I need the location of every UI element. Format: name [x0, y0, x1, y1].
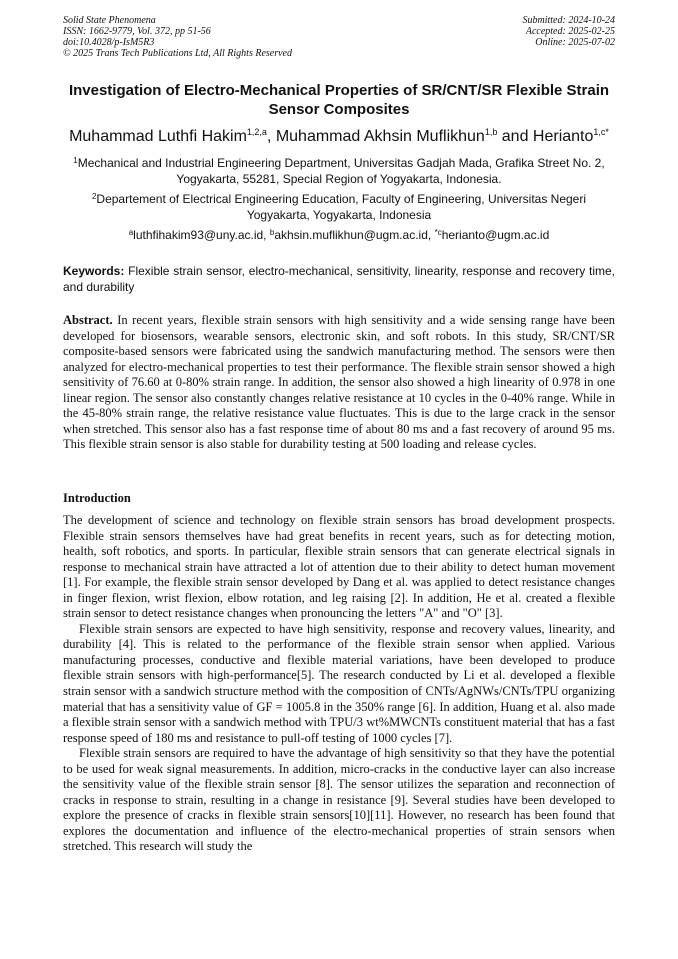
journal-doi: doi:10.4028/p-IsM5R3 [63, 37, 155, 48]
author-emails [63, 227, 615, 243]
email-address: akhsin.muflikhun@ugm.ac.id, [274, 228, 435, 242]
paper-title: Investigation of Electro-Mechanical Properties of SR/CNT/SR Flexible Strain Sensor Composites [68, 82, 610, 118]
affiliation-text: Departement of Electrical Engineering Education, Faculty of Engineering, Universitas Negeri Yogyakarta, Yogyakarta, Indonesia [96, 192, 587, 222]
affiliation-text: Mechanical and Industrial Engineering Department, Universitas Gadjah Mada, Grafika Street No. 2, Yogyakarta, 55281, Special Region of Yogyakarta, Indonesia. [77, 156, 605, 186]
paragraph: Flexible strain sensors are required to have the advantage of high sensitivity so that they have the potential to be used for weak signal measurements. In addition, micro-cracks in the conductive layer can also increase the sensitivity value of the flexible strain sensor [8]. The sensor utilizes the separation and reconnection of cracks in response to strain, resulting in a change in resistance [9]. Several studies have been developed to explore the presence of cracks in flexible strain sensors[10][11]. However, no research has been found that explores the documentation and influence of the electro-mechanical properties of strain sensors when stretched. This research will study the [63, 746, 615, 854]
introduction-heading: Introduction [63, 491, 131, 505]
affiliation-2 [63, 191, 615, 223]
email-address: luthfihakim93@uny.ac.id, [133, 228, 270, 242]
affiliation-number: 2 [91, 192, 97, 201]
author-affiliation-mark: 1,2,a [246, 127, 267, 137]
keywords-label: Keywords: [63, 264, 125, 278]
introduction-body [63, 513, 615, 855]
affiliation-1 [63, 155, 615, 187]
abstract [63, 313, 615, 453]
keywords [63, 263, 615, 295]
journal-info [63, 15, 292, 59]
affiliation-number: 1 [73, 156, 78, 165]
email-mark: *c [434, 228, 442, 237]
author-list [40, 127, 638, 147]
author-name: Muhammad Akhsin Muflikhun [275, 128, 485, 145]
publication-dates [523, 15, 616, 48]
abstract-label: Abstract. [63, 313, 113, 327]
author-affiliation-mark: 1,c* [593, 127, 609, 137]
email-address: herianto@ugm.ac.id [441, 228, 550, 242]
journal-copyright: © 2025 Trans Tech Publications Ltd, All Rights Reserved [63, 48, 292, 59]
email-mark: a [128, 228, 134, 237]
journal-name: Solid State Phenomena [63, 15, 156, 26]
paragraph: Flexible strain sensors are expected to have high sensitivity, response and recovery values, linearity, and durability [4]. This is related to the performance of the flexible strain sensor when applied. Various manufacturing processes, conductive and flexible material variations, have been developed to produce flexible strain sensors with high-performance[5]. The research conducted by Li et al. developed a flexible strain sensor with a sandwich structure method with the composition of CNTs/AgNWs/CNTs/TPU organizing material that has a sensitivity value of GF = 1005.8 in the 350% range [6]. In addition, Huang et al. also made a flexible strain sensor with a sandwich method with TPU/3 wt%MWCNTs constituent material that has a fast response speed of 180 ms and resistance to pull-off testing of 1000 cycles [7]. [63, 621, 615, 745]
accepted-date: Accepted: 2025-02-25 [525, 26, 615, 37]
author-name: Herianto [532, 128, 594, 145]
author-affiliation-mark: 1,b [484, 127, 498, 137]
paragraph: The development of science and technology on flexible strain sensors has broad development prospects. Flexible strain sensors themselves have had great benefits in recent years, such as for detecting motion, health, soft robotics, and sports. In particular, flexible strain sensors that can generate electrical signals in response to mechanical strain have attracted a lot of attention due to their ability to detect human movement [1]. For example, the flexible strain sensor developed by Dang et al. was applied to detect resistance changes in finger flexion, wrist flexion, elbow rotation, and leg raising [2]. In addition, He et al. created a flexible strain sensor to detect resistance changes when pronouncing the letters "A" and "O" [3]. [63, 513, 615, 621]
author-separator: , [266, 128, 276, 145]
keywords-text: Flexible strain sensor, electro-mechanical, sensitivity, linearity, response and recovery time, and durability [63, 264, 615, 294]
email-mark: b [269, 228, 275, 237]
online-date: Online: 2025-07-02 [535, 37, 615, 48]
abstract-text: In recent years, flexible strain sensors with high sensitivity and a wide sensing range have been developed for biosensors, wearable sensors, electronic skin, and soft robots. In this study, SR/CNT/SR composite-based sensors were fabricated using the sandwich manufacturing method. The sensors were then analyzed for electro-mechanical properties to test their performance. The flexible strain sensor showed a high sensitivity of 76.60 at 0-80% strain range. In addition, the sensor also showed a high linearity of 0.978 in one linear region. The sensor also constantly changes relative resistance at 10 cycles in the 0-40% range. While in the 45-80% strain range, the relative resistance value fluctuates. This is due to the large crack in the sensor when stretched. This sensor also has a fast response time of about 80 ms and a fast recovery of around 95 ms. This flexible strain sensor is also stable for durability testing at 500 loading and release cycles. [63, 313, 615, 452]
submitted-date: Submitted: 2024-10-24 [522, 15, 615, 26]
author-separator: and [497, 128, 533, 145]
journal-issn: ISSN: 1662-9779, Vol. 372, pp 51-56 [63, 26, 211, 37]
author-name: Muhammad Luthfi Hakim [69, 128, 247, 145]
